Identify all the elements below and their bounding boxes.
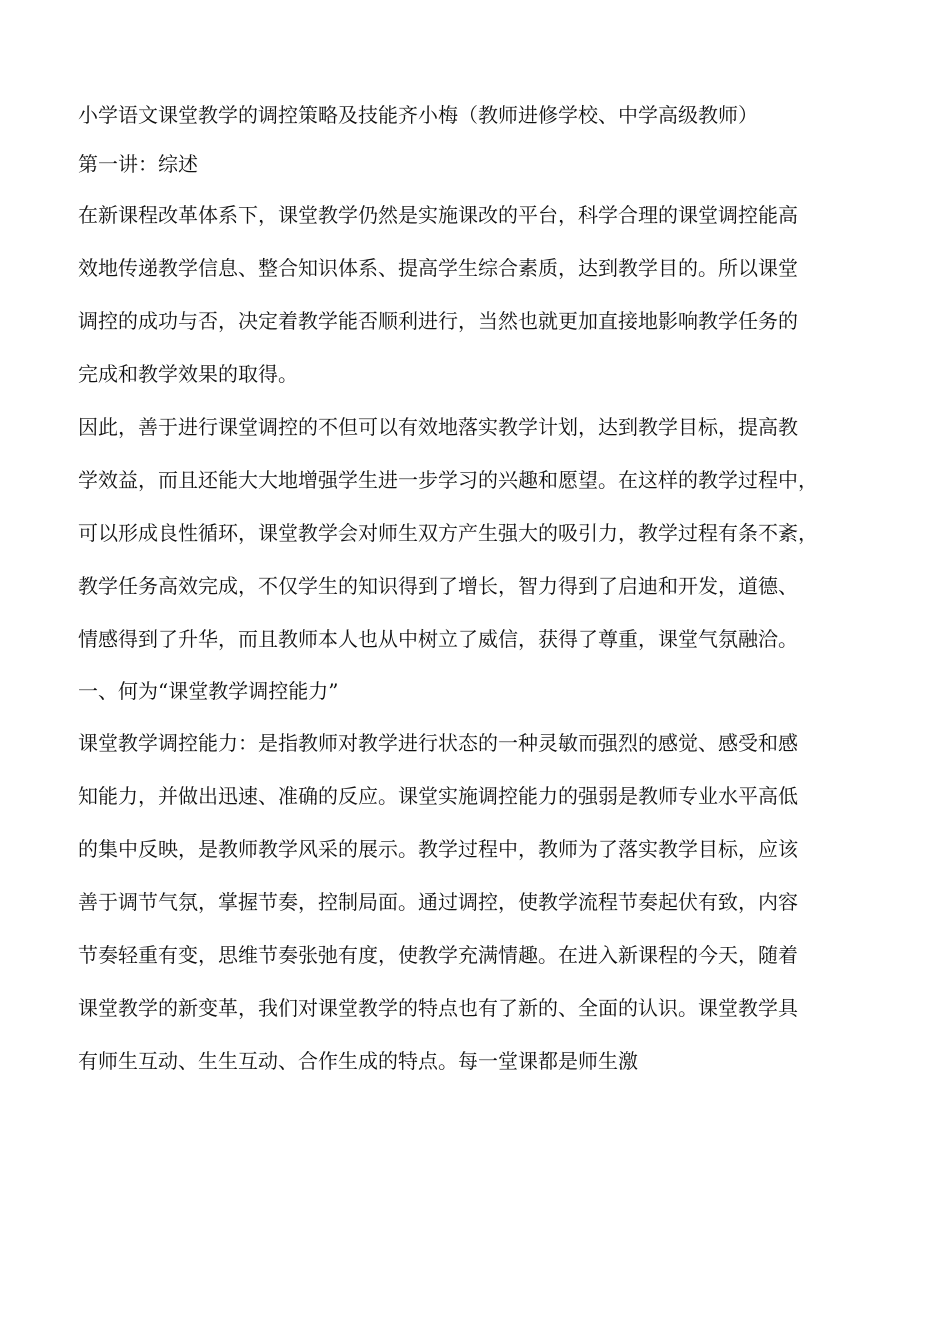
lecture-subtitle: 第一讲：综述: [78, 152, 198, 176]
paragraph-line: 的集中反映，是教师教学风采的展示。教学过程中，教师为了落实教学目标，应该: [78, 837, 798, 861]
paragraph-line: 情感得到了升华，而且教师本人也从中树立了威信，获得了尊重，课堂气氛融洽。: [78, 627, 798, 651]
paragraph-line: 可以形成良性循环，课堂教学会对师生双方产生强大的吸引力，教学过程有条不紊，: [78, 521, 818, 545]
section-heading: 一、何为“课堂教学调控能力”: [78, 679, 339, 703]
paragraph-line: 课堂教学的新变革，我们对课堂教学的特点也有了新的、全面的认识。课堂教学具: [78, 996, 798, 1020]
paragraph-line: 有师生互动、生生互动、合作生成的特点。每一堂课都是师生激: [78, 1049, 638, 1073]
paragraph-line: 调控的成功与否，决定着教学能否顺利进行，当然也就更加直接地影响教学任务的: [78, 309, 798, 333]
paragraph-line: 在新课程改革体系下，课堂教学仍然是实施课改的平台，科学合理的课堂调控能高: [78, 203, 798, 227]
paragraph-line: 效地传递教学信息、整合知识体系、提高学生综合素质，达到教学目的。所以课堂: [78, 256, 798, 280]
paragraph-line: 学效益，而且还能大大地增强学生进一步学习的兴趣和愿望。在这样的教学过程中，: [78, 468, 818, 492]
paragraph-line: 节奏轻重有变，思维节奏张弛有度，使教学充满情趣。在进入新课程的今天，随着: [78, 943, 798, 967]
paragraph-line: 课堂教学调控能力：是指教师对教学进行状态的一种灵敏而强烈的感觉、感受和感: [78, 731, 798, 755]
paragraph-line: 善于调节气氛，掌握节奏，控制局面。通过调控，使教学流程节奏起伏有致，内容: [78, 890, 798, 914]
paragraph-line: 教学任务高效完成，不仅学生的知识得到了增长，智力得到了启迪和开发，道德、: [78, 574, 798, 598]
paragraph-line: 知能力，并做出迅速、准确的反应。课堂实施调控能力的强弱是教师专业水平高低: [78, 784, 798, 808]
paragraph-line: 完成和教学效果的取得。: [78, 362, 298, 386]
document-title: 小学语文课堂教学的调控策略及技能齐小梅（教师进修学校、中学高级教师）: [78, 103, 758, 127]
paragraph-line: 因此，善于进行课堂调控的不但可以有效地落实教学计划，达到教学目标，提高教: [78, 415, 798, 439]
